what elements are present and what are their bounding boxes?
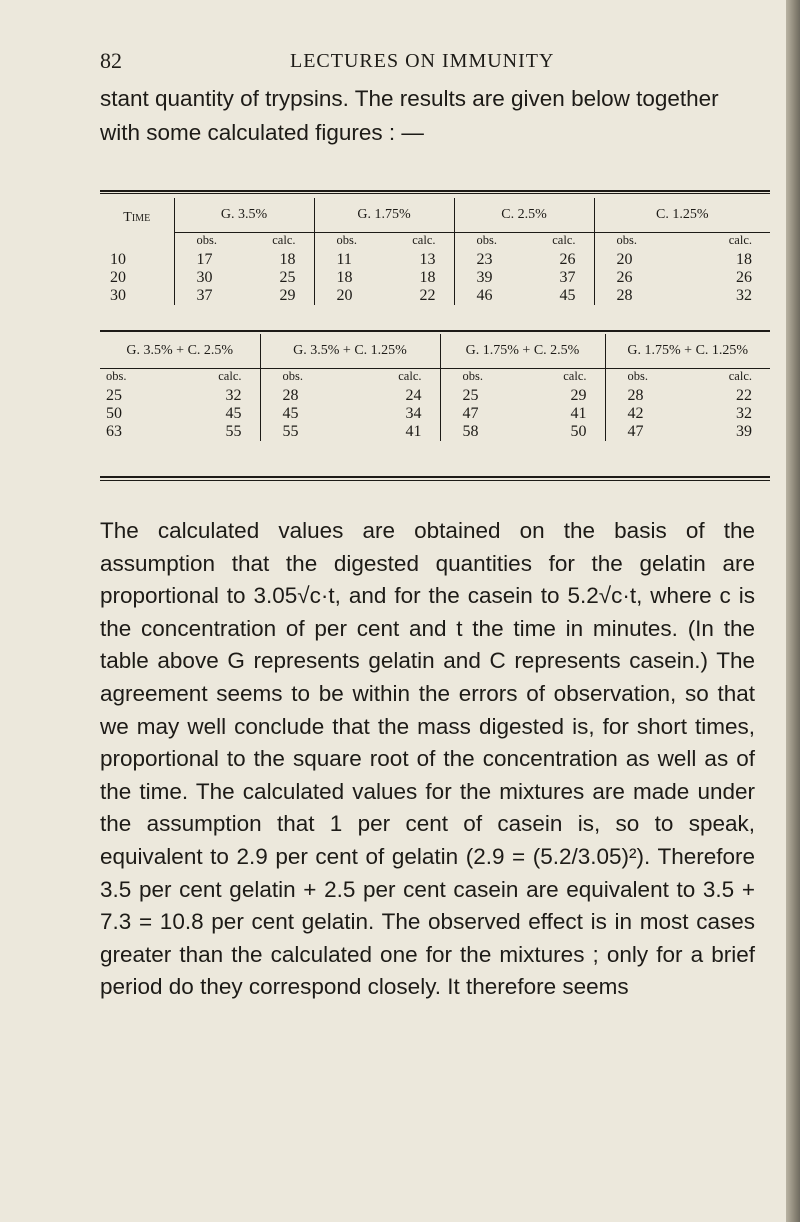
table-top-rule (100, 190, 770, 192)
calc-value: 45 (559, 287, 576, 304)
group-header: G. 3.5% + C. 1.25% (260, 334, 440, 369)
group-header: G. 1.75% + C. 2.5% (440, 334, 605, 369)
obs-value: 25 (106, 387, 122, 404)
obs-value: 11 (336, 251, 352, 268)
obs-value: 50 (106, 405, 122, 422)
obs-value: 47 (462, 405, 479, 422)
group-header: C. 2.5% (454, 198, 594, 233)
calc-value: 13 (419, 251, 436, 268)
calc-value: 22 (419, 287, 436, 304)
obs-value: 25 (462, 387, 479, 404)
obs-value: 58 (462, 423, 479, 440)
page-header (0, 48, 786, 78)
body-paragraph (100, 515, 755, 1004)
calc-label: calc. (552, 233, 576, 247)
obs-value: 37 (196, 287, 213, 304)
calc-value: 22 (736, 387, 752, 404)
table-row (100, 269, 770, 287)
group-header: C. 1.25% (594, 198, 770, 233)
calc-value: 50 (570, 423, 587, 440)
table-mixtures (100, 334, 770, 441)
obs-value: 30 (196, 269, 213, 286)
calc-value: 32 (736, 405, 752, 422)
obs-value: 18 (336, 269, 353, 286)
obs-value: 20 (616, 251, 633, 268)
obs-label: obs. (196, 233, 217, 247)
table-row (100, 405, 770, 423)
obs-value: 20 (336, 287, 353, 304)
calc-value: 32 (225, 387, 242, 404)
calc-value: 25 (279, 269, 296, 286)
table-row (100, 251, 770, 269)
calc-value: 26 (736, 269, 752, 286)
time-cell: 10 (110, 251, 126, 268)
calc-value: 39 (736, 423, 752, 440)
calc-value: 24 (405, 387, 422, 404)
calc-value: 26 (559, 251, 576, 268)
obs-value: 47 (627, 423, 644, 440)
calc-label: calc. (728, 233, 752, 247)
calc-value: 41 (570, 405, 587, 422)
calc-label: calc. (272, 233, 296, 247)
calc-label: calc. (728, 369, 752, 383)
obs-label: obs. (106, 369, 127, 383)
table-row (100, 423, 770, 441)
calc-value: 34 (405, 405, 422, 422)
obs-value: 17 (196, 251, 213, 268)
group-header: G. 3.5% (174, 198, 314, 233)
obs-label: obs. (616, 233, 637, 247)
page-edge (786, 0, 800, 1222)
table-bottom-rule (100, 476, 770, 478)
calc-value: 29 (570, 387, 587, 404)
running-title: LECTURES ON IMMUNITY (290, 50, 555, 72)
obs-label: obs. (627, 369, 648, 383)
calc-value: 18 (419, 269, 436, 286)
calc-value: 45 (225, 405, 242, 422)
calc-label: calc. (563, 369, 587, 383)
table-row (100, 287, 770, 305)
page-number: 82 (100, 48, 122, 73)
obs-value: 28 (282, 387, 299, 404)
calc-value: 32 (736, 287, 752, 304)
time-header: Time (123, 210, 151, 225)
table-single-enzymes (100, 198, 770, 305)
obs-label: obs. (462, 369, 483, 383)
obs-value: 28 (616, 287, 633, 304)
calc-label: calc. (412, 233, 436, 247)
body-text: The calculated values are obtained on the basis of the assumption that the digested quantities for the gelatin are proportional to 3.05√c·t, and for the casein to 5.2√c·t, where c is the concentration of per cent and t the time in minutes. (In the table above G represents gelatin and C represents casein.) The agreement seems to be within the errors of observation, so that we may well conclude that the mass digested is, for short times, proportional to the square root of the concentration as well as of the time. The calculated values for the mixtures are made under the assumption that 1 per cent of casein is, so to speak, equivalent to 2.9 per cent of gelatin (2.9 = (5.2/3.05)²). Therefore 3.5 per cent gelatin + 2.5 per cent casein are equivalent to 3.5 + 7.3 = 10.8 per cent gelatin. The observed effect is in most cases greater than the calculated one for the mixtures ; only for a brief period do they correspond closely. It therefore seems (100, 518, 755, 1000)
calc-label: calc. (218, 369, 242, 383)
obs-value: 45 (282, 405, 299, 422)
group-header: G. 1.75% + C. 1.25% (605, 334, 770, 369)
obs-value: 46 (476, 287, 493, 304)
obs-value: 39 (476, 269, 493, 286)
group-header: G. 1.75% (314, 198, 454, 233)
obs-value: 55 (282, 423, 299, 440)
obs-value: 42 (627, 405, 644, 422)
table-top-rule-2 (100, 193, 770, 194)
obs-label: obs. (476, 233, 497, 247)
calc-label: calc. (398, 369, 422, 383)
calc-value: 55 (225, 423, 242, 440)
calc-value: 37 (559, 269, 576, 286)
table-bottom-rule-2 (100, 480, 770, 481)
obs-label: obs. (336, 233, 357, 247)
calc-value: 18 (736, 251, 752, 268)
obs-label: obs. (282, 369, 303, 383)
group-header: G. 3.5% + C. 2.5% (100, 334, 260, 369)
table-row (100, 387, 770, 405)
calc-value: 41 (405, 423, 422, 440)
time-cell: 30 (110, 287, 126, 304)
time-cell: 20 (110, 269, 126, 286)
calc-value: 29 (279, 287, 296, 304)
obs-value: 28 (627, 387, 644, 404)
intro-text: stant quantity of trypsins. The results are given below together with some calculated figures : — (100, 86, 719, 145)
obs-value: 63 (106, 423, 122, 440)
table-mid-rule (100, 330, 770, 332)
obs-value: 26 (616, 269, 633, 286)
calc-value: 18 (279, 251, 296, 268)
obs-value: 23 (476, 251, 493, 268)
